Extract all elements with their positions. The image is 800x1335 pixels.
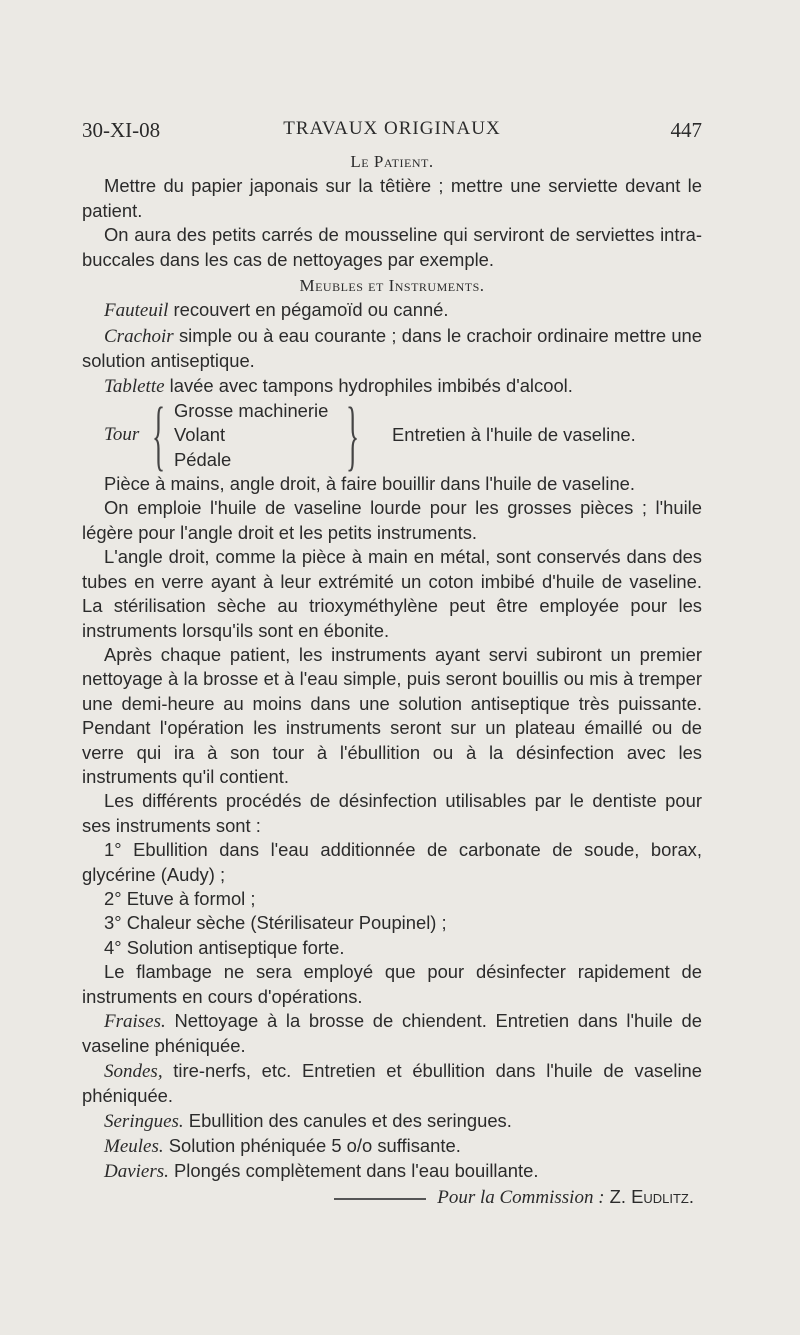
- paragraph-crachoir: [82, 324, 702, 374]
- term: Crachoir: [104, 325, 174, 347]
- list-item: 4° Solution antiseptique forte.: [104, 936, 345, 958]
- text: Nettoyage à la brosse de chiendent. Entretien dans l'huile de vaseline phéniquée.: [82, 1010, 702, 1057]
- text: Ebullition des canules et des seringues.: [183, 1109, 512, 1131]
- paragraph: Le flambage ne sera employé que pour désinfecter rapidement de instruments en cours d'opérations.: [82, 961, 702, 1007]
- left-brace: {: [152, 391, 166, 479]
- list-item: Pédale: [174, 448, 232, 470]
- paragraph-sondes: [82, 1059, 702, 1109]
- list-item: Grosse machinerie: [174, 400, 329, 422]
- tour-brace-group: [82, 391, 702, 479]
- term: Meules.: [104, 1136, 164, 1158]
- term: Fauteuil: [104, 300, 169, 322]
- text: Solution phéniquée 5 o/o suffisante.: [163, 1135, 461, 1157]
- signature-name: Z. Eudlitz.: [604, 1185, 694, 1207]
- tour-entretien: Entretien à l'huile de vaseline.: [392, 424, 636, 446]
- text: simple ou à eau courante ; dans le crachoir ordinaire mettre une solution antiseptique.: [82, 324, 702, 372]
- text: tire-nerfs, etc. Entretien et ébullition dans l'huile de vaseline phéniquée.: [82, 1059, 702, 1107]
- header-section: TRAVAUX ORIGINAUX: [283, 118, 501, 139]
- paragraph-seringues: [82, 1109, 702, 1134]
- term: Seringues.: [104, 1110, 184, 1132]
- paragraph: Pièce à mains, angle droit, à faire bouillir dans l'huile de vaseline.: [104, 473, 636, 495]
- text: recouvert en pégamoïd ou canné.: [168, 299, 449, 321]
- running-header: [82, 118, 702, 148]
- term: Sondes,: [104, 1060, 163, 1082]
- paragraph: On aura des petits carrés de mousseline qui serviront de serviettes intra-buccales dans les cas de nettoyages par exemple.: [82, 224, 702, 270]
- paragraph: Les différents procédés de désinfection utilisables par le dentiste pour ses instruments sont :: [82, 790, 702, 836]
- right-brace: }: [346, 391, 360, 479]
- paragraph-fauteuil: [82, 298, 702, 323]
- end-rule: [334, 1198, 426, 1200]
- body-text: [82, 150, 702, 1210]
- text: lavée avec tampons hydrophiles imbibés d'alcool.: [164, 374, 573, 396]
- text: Plongés complètement dans l'eau bouillante.: [168, 1160, 539, 1182]
- term: Fraises.: [104, 1011, 166, 1032]
- section-title-meubles: Meubles et Instruments.: [299, 276, 485, 296]
- term: Daviers.: [104, 1161, 169, 1183]
- list-item: 2° Etuve à formol ;: [104, 887, 256, 909]
- page-number: 447: [670, 118, 702, 142]
- paragraph: Mettre du papier japonais sur la têtière ; mettre une serviette devant le patient.: [82, 175, 702, 221]
- paragraph: On emploie l'huile de vaseline lourde pour les grosses pièces ; l'huile légère pour l'angle droit et les petits instruments.: [82, 497, 702, 543]
- header-date: 30-XI-08: [82, 118, 161, 142]
- tour-list: [174, 399, 328, 472]
- paragraph-tablette: [82, 374, 702, 399]
- paragraph-fraises: [82, 1009, 702, 1059]
- list-item: 3° Chaleur sèche (Stérilisateur Poupinel) ;: [104, 912, 447, 934]
- paragraph: L'angle droit, comme la pièce à main en métal, sont conservés dans des tubes en verre ayant à leur extrémité un coton imbibé d'huile de vaseline. La stérilisation sèche au trioxyméthylène peut être employée pour les instruments lorsqu'ils sont en ébonite.: [82, 546, 702, 641]
- section-title-patient: Le Patient.: [350, 152, 434, 171]
- paragraph-daviers: [82, 1159, 702, 1184]
- list-item: Volant: [174, 424, 226, 446]
- list-item: 1° Ebullition dans l'eau additionnée de carbonate de soude, borax, glycérine (Audy) ;: [82, 839, 702, 885]
- term: Tablette: [104, 375, 165, 397]
- term: Tour: [104, 424, 140, 446]
- paragraph-meules: [82, 1134, 702, 1159]
- paragraph: Après chaque patient, les instruments ayant servi subiront un premier nettoyage à la brosse et à l'eau simple, puis seront bouillis ou mis à tremper une demi-heure au moins dans une solution antiseptique très puissante. Pendant l'opération les instruments seront sur un plateau émaillé ou de verre qui ira à son tour à l'ébullition ou à la désinfection avec les instruments qu'il contient.: [82, 643, 702, 787]
- signature-prefix: Pour la Commission :: [437, 1186, 605, 1208]
